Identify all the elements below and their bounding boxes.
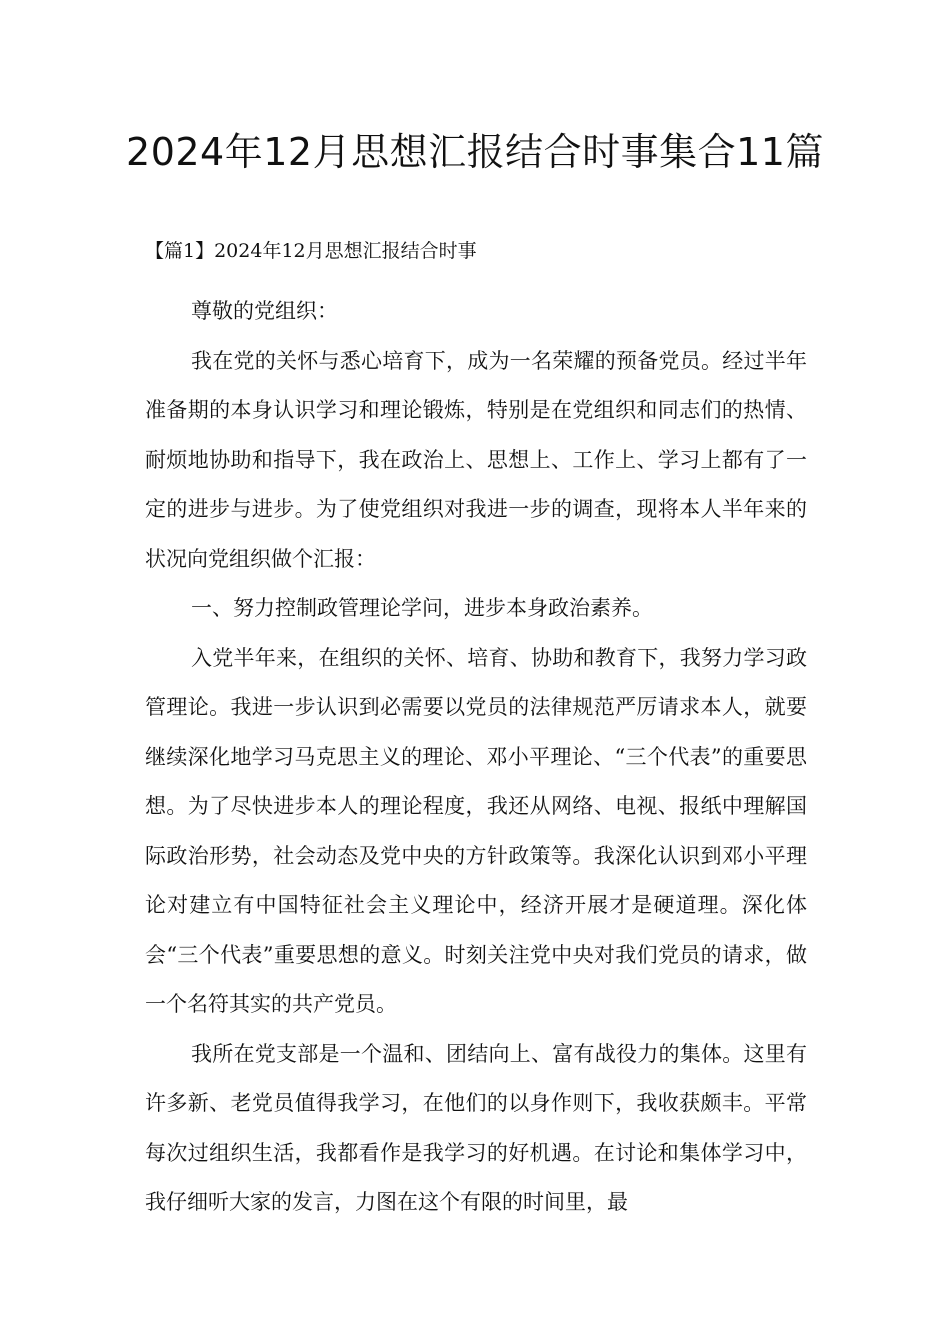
section-heading: 【篇1】2024年12月思想汇报结合时事 bbox=[145, 240, 477, 262]
paragraph: 入党半年来，在组织的关怀、培育、协助和教育下，我努力学习政管理论。我进一步认识到必需要以党员的法律规范严厉请求本人，就要继续深化地学习马克思主义的理论、邓小平理论、“三个代表”的重要思想。为了尽快进步本人的理论程度，我还从网络、电视、报纸中理解国际政治形势，社会动态及党中央的方针政策等。我深化认识到邓小平理论对建立有中国特征社会主义理论中，经济开展才是硬道理。深化体会“三个代表”重要思想的意义。时刻关注党中央对我们党员的请求，做一个名符其实的共产党员。 bbox=[145, 645, 807, 1016]
document-body bbox=[145, 287, 807, 1228]
paragraph: 我在党的关怀与悉心培育下，成为一名荣耀的预备党员。经过半年准备期的本身认识学习和理论锻炼，特别是在党组织和同志们的热情、耐烦地协助和指导下，我在政治上、思想上、工作上、学习上都有了一定的进步与进步。为了使党组织对我进一步的调查，现将本人半年来的状况向党组织做个汇报： bbox=[145, 348, 807, 571]
paragraph: 我所在党支部是一个温和、团结向上、富有战役力的集体。这里有许多新、老党员值得我学习，在他们的以身作则下，我收获颇丰。平常每次过组织生活，我都看作是我学习的好机遇。在讨论和集体学习中，我仔细听大家的发言，力图在这个有限的时间里，最 bbox=[145, 1041, 807, 1214]
document-title: 2024年12月思想汇报结合时事集合11篇 bbox=[126, 130, 824, 174]
paragraph: 一、努力控制政管理论学问，进步本身政治素养。 bbox=[191, 596, 653, 620]
salutation: 尊敬的党组织： bbox=[191, 299, 338, 323]
